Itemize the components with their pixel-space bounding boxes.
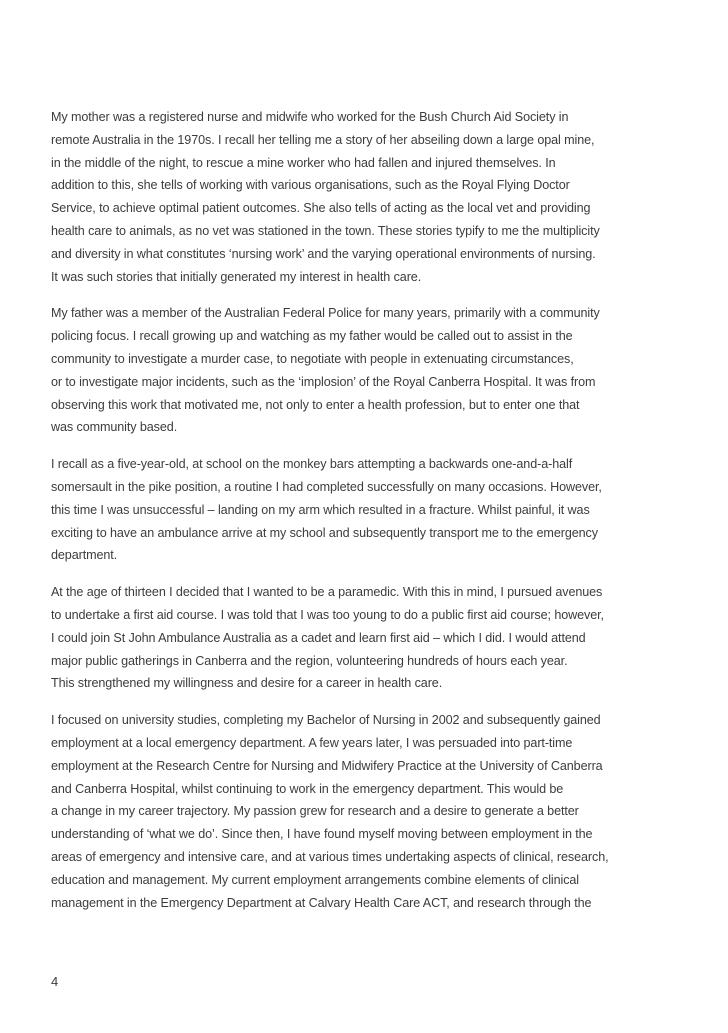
text-line: remote Australia in the 1970s. I recall her telling me a story of her abseiling down a large opal mine, [51, 132, 595, 147]
text-line: a change in my career trajectory. My passion grew for research and a desire to generate a better [51, 804, 579, 819]
text-line: education and management. My current employment arrangements combine elements of clinical [51, 872, 580, 887]
text-line: My mother was a registered nurse and midwife who worked for the Bush Church Aid Society in [51, 110, 569, 124]
text-line: this time I was unsuccessful – landing on my arm which resulted in a fracture. Whilst painful, it was [51, 502, 590, 517]
paragraph-career [51, 709, 683, 914]
text-line: At the age of thirteen I decided that I wanted to be a paramedic. With this in mind, I pursued avenues [51, 585, 603, 600]
text-line: I focused on university studies, completing my Bachelor of Nursing in 2002 and subsequently gained [51, 713, 601, 728]
text-line: employment at a local emergency department. A few years later, I was persuaded into part-time [51, 735, 573, 750]
text-line: health care to animals, as no vet was stationed in the town. These stories typify to me the multiplicity [51, 223, 600, 238]
paragraph-father [51, 302, 683, 439]
text-line: and diversity in what constitutes ‘nursing work’ and the varying operational environments of nursing. [51, 246, 596, 261]
text-line: or to investigate major incidents, such as the ‘implosion’ of the Royal Canberra Hospital. It was from [51, 374, 596, 389]
paragraph-childhood-injury [51, 453, 683, 567]
text-line: This strengthened my willingness and desire for a career in health care. [51, 676, 443, 691]
text-line: My father was a member of the Australian Federal Police for many years, primarily with a community [51, 306, 600, 321]
text-line: understanding of ‘what we do’. Since then, I have found myself moving between employment in the [51, 827, 593, 842]
text-line: policing focus. I recall growing up and watching as my father would be called out to assist in the [51, 329, 573, 344]
paragraph-mother [51, 106, 683, 288]
text-line: department. [51, 548, 118, 563]
text-line: I recall as a five-year-old, at school on the monkey bars attempting a backwards one-and-a-half [51, 457, 573, 472]
text-line: areas of emergency and intensive care, and at various times undertaking aspects of clinical, research, [51, 849, 609, 864]
text-line: management in the Emergency Department at Calvary Health Care ACT, and research through the [51, 895, 592, 910]
text-line: exciting to have an ambulance arrive at my school and subsequently transport me to the emergency [51, 525, 598, 540]
text-line: major public gatherings in Canberra and the region, volunteering hundreds of hours each year. [51, 653, 568, 668]
text-line: It was such stories that initially generated my interest in health care. [51, 269, 422, 284]
text-line: somersault in the pike position, a routine I had completed successfully on many occasions. However, [51, 479, 602, 494]
text-line: I could join St John Ambulance Australia as a cadet and learn first aid – which I did. I would attend [51, 630, 586, 645]
text-line: and Canberra Hospital, whilst continuing to work in the emergency department. This would be [51, 781, 564, 796]
text-line: Service, to achieve optimal patient outcomes. She also tells of acting as the local vet and providing [51, 201, 591, 216]
paragraph-paramedic [51, 581, 683, 695]
text-line: addition to this, she tells of working with various organisations, such as the Royal Flying Doctor [51, 178, 570, 193]
text-line: employment at the Research Centre for Nursing and Midwifery Practice at the University of Canberra [51, 758, 603, 773]
page-number: 4 [51, 974, 59, 989]
text-line: observing this work that motivated me, not only to enter a health profession, but to enter one that [51, 397, 580, 412]
text-line: in the middle of the night, to rescue a mine worker who had fallen and injured themselves. In [51, 155, 556, 170]
text-line: to undertake a first aid course. I was told that I was too young to do a public first aid course; however, [51, 607, 604, 622]
document-body [51, 106, 683, 928]
text-line: community to investigate a murder case, to negotiate with people in extenuating circumstances, [51, 351, 574, 366]
text-line: was community based. [51, 420, 178, 435]
